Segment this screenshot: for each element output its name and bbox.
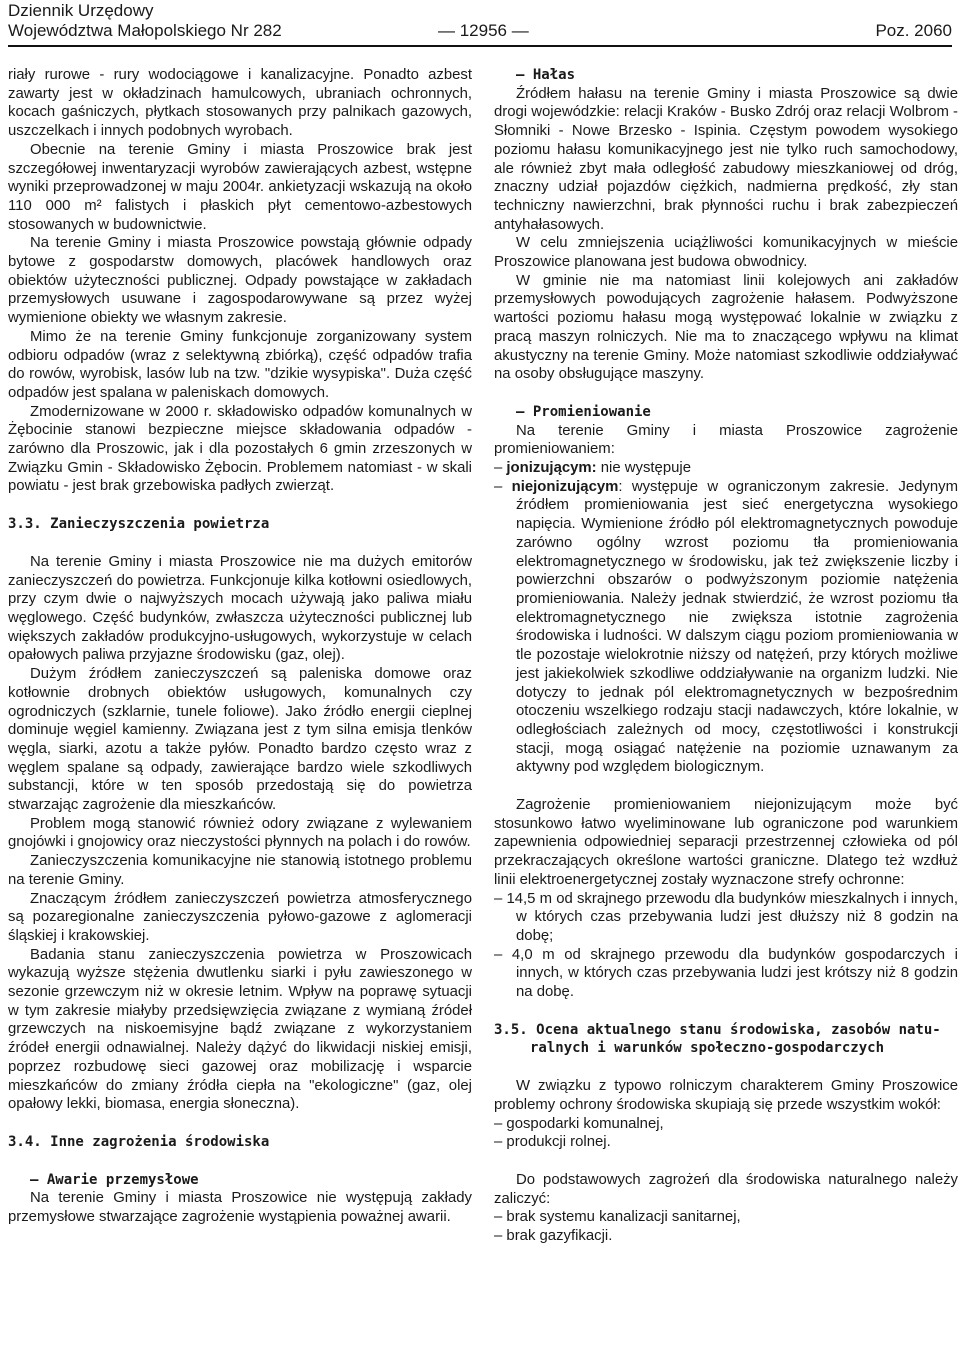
position-number: Poz. 2060	[875, 21, 952, 40]
subsection-heading-halas: – Hałas	[516, 67, 576, 83]
paragraph: Na terenie Gminy i miasta Proszowice powstają głównie odpady bytowe z gospodarstw domowych, placówek handlowych oraz obiektów użyteczności publicznej. Odpady powstające w zakładach przemysłowych usuwane i zagospodarowywane są przez wyżej wymienione obiekty we własnym zakresie.	[8, 235, 472, 327]
paragraph: Znaczącym źródłem zanieczyszczeń powietrza atmosferycznego są pozaregionalne zanieczyszczenia pyłowo-gazowe z aglomeracji śląskiej i krakowskiej.	[8, 890, 472, 944]
journal-title: Dziennik Urzędowy	[8, 1, 154, 20]
paragraph: riały rurowe - rury wodociągowe i kanalizacyjne. Ponadto azbest zawarty jest w okładzinach hamulcowych, ubraniach ochronnych, kocach gaśniczych, płytkach stosowanych przy palnikach gazowych, uszczelkach i innych podobnych wyrobach.	[8, 67, 472, 140]
list-item: – 4,0 m od skrajnego przewodu dla budynków gospodarczych i innych, w których czas przebywania ludzi jest krótszy niż 8 godzin na dobę.	[494, 946, 958, 1001]
section-heading-3-5-cont: ralnych i warunków społeczno-gospodarczych	[530, 1040, 885, 1057]
term-jonizujace: jonizującym:	[506, 460, 597, 477]
list-item: – brak gazyfikacji.	[494, 1228, 613, 1245]
term-text: nie występuje	[596, 460, 691, 477]
paragraph: Zanieczyszczenia komunikacyjne nie stanowią istotnego problemu na terenie Gminy.	[8, 853, 472, 888]
paragraph: Na terenie Gminy i miasta Proszowice nie ma dużych emitorów zanieczyszczeń do powietrza. Funkcjonuje kilka kotłowni osiedlowych, przy czym dwie o najwyższych mocach używają jako paliwa miału węglowego. Część budynków, zwłaszcza użyteczności publicznej lub większych zakładów produkcyjno-usługowych, wykorzystuje w celach opałowych paliwa przyjazne środowisku (gaz, olej).	[8, 553, 472, 664]
paragraph: Problem mogą stanowić również odory związane z wylewaniem gnojówki i gnojowicy oraz nieczystości płynnych na polach i do rowów.	[8, 815, 472, 851]
list-item: – 14,5 m od skrajnego przewodu dla budynków mieszkalnych i innych, w których czas przebywania ludzi jest dłuższy niż 8 godzin na dobę;	[494, 890, 958, 944]
left-column	[8, 66, 472, 1227]
paragraph: Badania stanu zanieczyszczenia powietrza w Proszowicach wykazują wyższe stężenia dwutlenku siarki i pyłu zawieszonego w sezonie grzewczym niż w okresie letnim. Wpływ na poprawę sytuacji w tym zakresie miałyby przedsięwzięcia związane z wymianą źródeł grzewczych na niskoemisyjne bądź związane z wykorzystaniem źródeł energii odnawialnej. Należy dążyć do likwidacji niskiej emisji, poprzez rozbudowę sieci gazowej oraz mobilizację i wsparcie mieszkańców do zmiany źródła ciepła na "ekologiczne" (gaz, olej opałowy lekki, biomasa, energia słoneczna).	[8, 946, 472, 1113]
paragraph: Obecnie na terenie Gminy i miasta Proszowice brak jest szczegółowej inwentaryzacji wyrobów zawierających azbest, wstępne wyniki przeprowadzonej w maju 2004r. ankietyzacji wskazują na około 110 000 m² falistych i płaskich płyt cementowo-azbestowych stosowanych w budownictwie.	[8, 141, 472, 233]
paragraph: Do podstawowych zagrożeń dla środowiska naturalnego należy zaliczyć:	[494, 1171, 958, 1207]
page-header	[8, 0, 952, 48]
paragraph: Dużym źródłem zanieczyszczeń są paleniska domowe oraz kotłownie drobnych obiektów usługowych, komunalnych czy ogrodniczych (szklarnie, tunele foliowe). Jako źródło energii cieplnej dominuje węgiel kamienny. Związana jest z tym silna emisja tlenków węgla, siarki, azotu a także pyłów. Ponadto bardzo często wraz z węglem spalane są odpady, zawierające bardzo wiele szkodliwych substancji, które w ten sposób przedostają się do powietrza stwarzając zagrożenie dla mieszkańców.	[8, 666, 472, 814]
paragraph: Na terenie Gminy i miasta Proszowice zagrożenie promieniowaniem:	[494, 422, 958, 458]
section-heading-3-4: 3.4. Inne zagrożenia środowiska	[8, 1133, 270, 1150]
right-column	[494, 66, 958, 1246]
paragraph: W związku z typowo rolniczym charakterem Gminy Proszowice problemy ochrony środowiska skupiają się przede wszystkim wokół:	[494, 1078, 958, 1113]
list-item-niejonizujace: – niejonizującym: występuje w ograniczonym zakresie. Jedynym źródłem promieniowania jest sieć energetyczna wysokiego napięcia. Wymienione źródło pól elektromagnetycznych powoduje zarówno ogólny wzrost poziomu tła promieniowania elektromagnetycznego w środowisku, jak też zwiększenie liczby i powierzchni obszarów o podwyższonym poziomie natężenia promieniowania. Należy jednak stwierdzić, że wzrost poziomu tła elektromagnetycznego nie zwiększa istotnie zagrożenia środowiska i ludności. W dalszym ciągu poziom promieniowania w tle pozostaje wielokrotnie niższy od natężeń, przy których możliwe jest jakiekolwiek szkodliwe oddziaływanie na organizm ludzki. Nie dotyczy to jednak pól elektromagnetycznych w bezpośrednim otoczeniu wszelkiego rodzaju stacji nadawczych, które lokalnie, w odległościach zależnych od mocy, częstotliwości i konstrukcji stacji, mogą osiągać natężenie na poziomie uznawanym za aktywny pod względem biologicznym.	[494, 478, 959, 776]
list-item: – gospodarki komunalnej,	[494, 1115, 664, 1132]
paragraph: Źródłem hałasu na terenie Gminy i miasta Proszowice są dwie drogi wojewódzkie: relacji Kraków - Busko Zdrój oraz relacji Wolbrom - Słomniki - Nowe Brzesko - Ispinia. Częstym powodem wysokiego poziomu hałasu komunikacyjnego jest nie tylko ruch samochodowy, ale również zbyt mała odległość zabudowy mieszkaniowej od dróg, znaczny udział pojazdów ciężkich, nadmierna prędkość, zły stan techniczny nawierzchni, brak płynności ruchu i brak zabezpieczeń antyhałasowych.	[494, 85, 958, 233]
paragraph: Na terenie Gminy i miasta Proszowice nie występują zakłady przemysłowe stwarzające zagrożenie wystąpienia poważnej awarii.	[8, 1190, 472, 1226]
list-item-jonizujace: – jonizującym: nie występuje	[494, 460, 691, 477]
section-heading-3-3: 3.3. Zanieczyszczenia powietrza	[8, 516, 270, 533]
subsection-heading-promieniowanie: – Promieniowanie	[516, 403, 651, 420]
term-niejonizujace: niejonizującym	[511, 478, 619, 495]
paragraph: Mimo że na terenie Gminy funkcjonuje zorganizowany system odbioru odpadów (wraz z selektywną zbiórką), część odpadów trafia do rowów, wyrobisk, lasów lub na tzw. "dzikie wysypiska". Duża część odpadów jest spalana w paleniskach domowych.	[8, 328, 472, 401]
term-text: : występuje w ograniczonym zakresie. Jedynym źródłem promieniowania jest sieć energetyczna wysokiego napięcia. Wymienione źródło pól elektromagnetycznych powoduje zarówno ogólny wzrost poziomu tła promieniowania elektromagnetycznego w środowisku, jak też zwiększenie liczby i powierzchni obszarów o podwyższonym poziomie natężenia promieniowania. Należy jednak stwierdzić, że wzrost poziomu tła elektromagnetycznego nie zwiększa istotnie zagrożenia środowiska i ludności. W dalszym ciągu poziom promieniowania w tle pozostaje wielokrotnie niższy od natężeń, przy których możliwe jest jakiekolwiek szkodliwe oddziaływanie na organizm ludzki. Nie dotyczy to jednak pól elektromagnetycznych w bezpośrednim otoczeniu wszelkiego rodzaju stacji nadawczych, które lokalnie, w odległościach zależnych od mocy, częstotliwości i konstrukcji stacji, mogą osiągać natężenie na poziomie uznawanym za aktywny pod względem biologicznym.	[516, 478, 959, 776]
list-item: – brak systemu kanalizacji sanitarnej,	[494, 1209, 741, 1226]
paragraph: Zagrożenie promieniowaniem niejonizującym może być stosunkowo łatwo wyeliminowane lub ograniczone pod warunkiem zapewnienia odpowiedniej separacji przestrzennej człowieka od pól przekraczających określone wartości graniczne. Dlatego też wzdłuż linii elektroenergetycznej zostały wyznaczone strefy ochronne:	[494, 797, 958, 888]
paragraph: W celu zmniejszenia uciążliwości komunikacyjnych w mieście Proszowice planowana jest budowa obwodnicy.	[494, 235, 958, 271]
paragraph: W gminie nie ma natomiast linii kolejowych ani zakładów przemysłowych powodujących zagrożenie hałasem. Podwyższone wartości poziomu hałasu mogą występować lokalnie w związku z pracą maszyn rolniczych. Nie ma to znaczącego wpływu na klimat akustyczny na terenie Gminy. Może natomiast szkodliwie oddziaływać na osoby obsługujące maszyny.	[494, 272, 958, 383]
subsection-heading-awarie: – Awarie przemysłowe	[30, 1171, 199, 1188]
paragraph: Zmodernizowane w 2000 r. składowisko odpadów komunalnych w Żębocinie stanowi bezpieczne miejsce składowania odpadów - zarówno dla Proszowic, jak i dla pozostałych 6 gmin zrzeszonych w Związku Gmin - Składowisko Żębocin. Problemem natomiast - w skali powiatu - jest brak grzebowiska padłych zwierząt.	[8, 403, 472, 495]
journal-region: Województwa Małopolskiego Nr 282	[8, 21, 282, 40]
list-item: – produkcji rolnej.	[494, 1134, 611, 1151]
page-number: — 12956 —	[438, 21, 529, 40]
header-rule	[8, 45, 952, 47]
section-heading-3-5: 3.5. Ocena aktualnego stanu środowiska, zasobów natu-	[494, 1021, 941, 1038]
